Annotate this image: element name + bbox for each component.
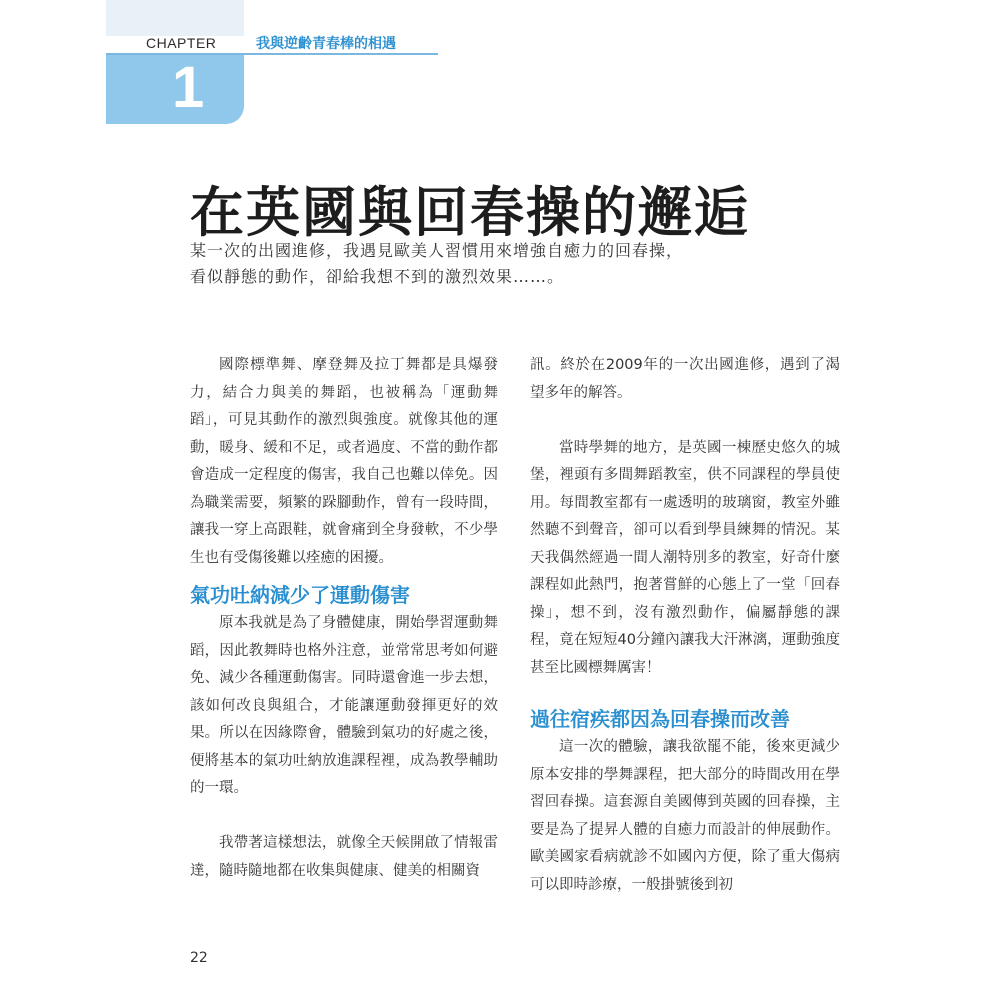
right-column	[530, 352, 840, 899]
left-column	[190, 352, 498, 885]
paragraph: 原本我就是為了身體健康，開始學習運動舞蹈，因此教舞時也格外注意，並常常思考如何避免、減少各種運動傷害。同時還會進一步去想，該如何改良與組合，才能讓運動發揮更好的效果。所以在因緣際會，體驗到氣功的好處之後，便將基本的氣功吐納放進課程裡，成為教學輔助的一環。	[190, 615, 498, 796]
paragraph: 我帶著這樣想法，就像全天候開啟了情報雷達，隨時隨地都在收集與健康、健美的相關資	[190, 835, 498, 879]
paragraph: 訊。終於在2009年的一次出國進修，遇到了渴望多年的解答。	[530, 357, 840, 401]
intro-line: 某一次的出國進修，我遇見歐美人習慣用來增強自癒力的回春操，	[190, 241, 684, 260]
chapter-title: 我與逆齡青春棒的相遇	[256, 36, 396, 52]
chapter-tab-background	[106, 0, 244, 36]
paragraph: 當時學舞的地方，是英國一棟歷史悠久的城堡，裡頭有多間舞蹈教室，供不同課程的學員使用。每間教室都有一處透明的玻璃窗，教室外雖然聽不到聲音，卻可以看到學員練舞的情況。某天我偶然經過一間人潮特別多的教室，好奇什麼課程如此熱門，抱著嘗鮮的心態上了一堂「回春操」，想不到，沒有激烈動作，偏屬靜態的課程，竟在短短40分鐘內讓我大汗淋漓，運動強度甚至比國標舞厲害！	[530, 439, 840, 676]
paragraph: 這一次的體驗，讓我欲罷不能，後來更減少原本安排的學舞課程，把大部分的時間改用在學習回春操。這套源自美國傳到英國的回春操，主要是為了提昇人體的自癒力而設計的伸展動作。歐美國家看病就診不如國內方便，除了重大傷病可以即時診療，一般掛號後到初	[530, 739, 840, 893]
intro-text	[190, 238, 810, 290]
paragraph: 國際標準舞、摩登舞及拉丁舞都是具爆發力，結合力與美的舞蹈，也被稱為「運動舞蹈」，可見其動作的激烈與強度。就像其他的運動，暖身、緩和不足，或者過度、不當的動作都會造成一定程度的傷害，我自己也難以倖免。因為職業需要，頻繁的跺腳動作，曾有一段時間，讓我一穿上高跟鞋，就會痛到全身發軟，不少學生也有受傷後難以痊癒的困擾。	[190, 357, 498, 566]
page-number: 22	[190, 950, 208, 966]
page-title: 在英國與回春操的邂逅	[190, 180, 750, 244]
section-heading: 過往宿疾都因為回春操而改善	[530, 707, 790, 731]
section-heading: 氣功吐納減少了運動傷害	[190, 583, 410, 607]
intro-line: 看似靜態的動作，卻給我想不到的激烈效果……。	[190, 267, 565, 286]
chapter-number: 1	[172, 55, 205, 120]
chapter-label: CHAPTER	[146, 35, 217, 51]
